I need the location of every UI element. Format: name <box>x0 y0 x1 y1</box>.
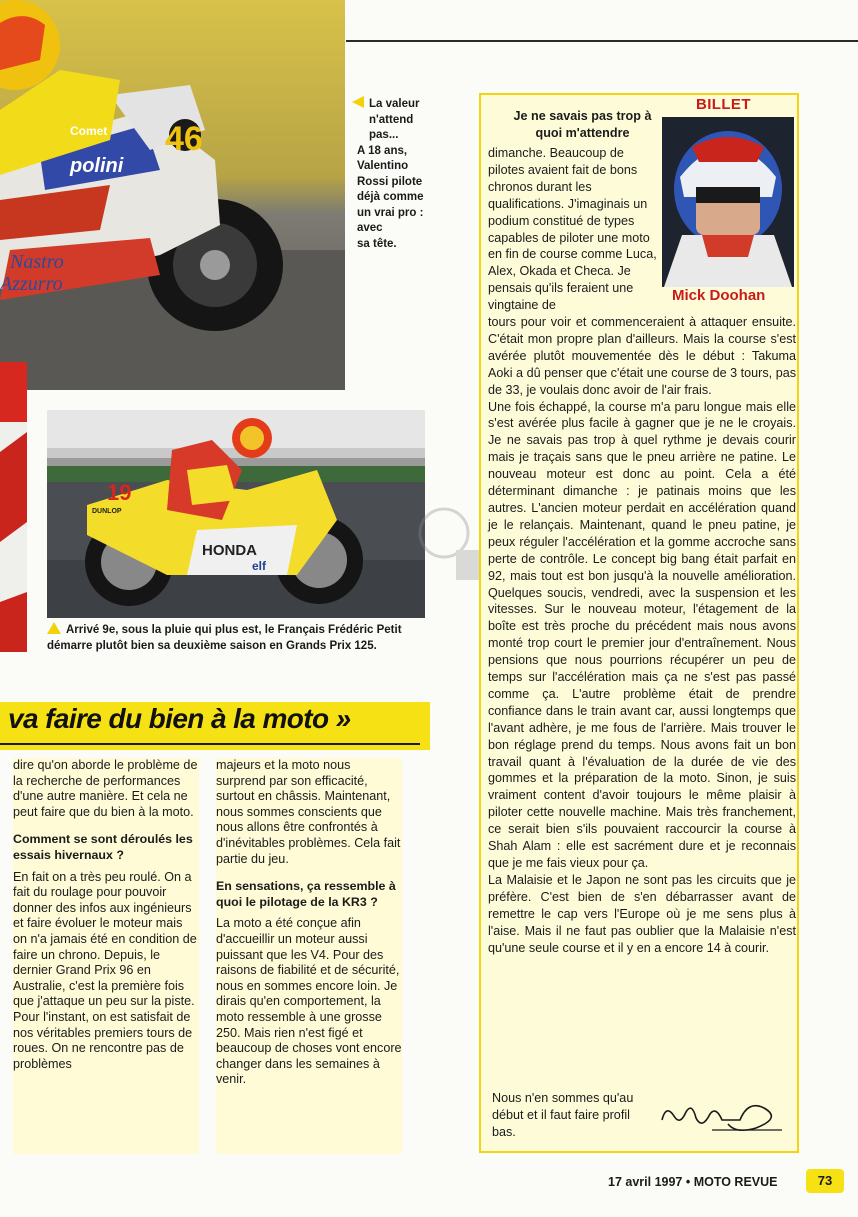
article-paragraph: La moto a été conçue afin d'accueillir un moteur aussi puissant que les V4. Pour des raisons de fiabilité et de sécurité, nous en sommes encore loin. Je dirais qu'en comportement, la moto ressemble à une grosse 250. Mais rien n'est figé et beaucoup de choses vont encore changer dans les semaines à venir. <box>216 916 402 1087</box>
photo-text-dunlop: DUNLOP <box>92 508 122 515</box>
caption-line: n'attend <box>369 113 414 126</box>
caption-line: pas... <box>369 129 399 141</box>
caption-line: Valentino <box>357 160 409 172</box>
article-paragraph: dire qu'on aborde le problème de la recherche de performances d'une autre manière. Et cela ne peut faire que du bien à la moto. <box>13 758 198 819</box>
caption-line: déjà comme <box>357 191 424 203</box>
article-column-2 <box>216 758 402 1154</box>
billet-text-narrow: dimanche. Beaucoup de pilotes avaient fait de bons chronos durant les qualifications. J'imaginais un podium constitué de types capables de piloter une moto en fin de course comme Luca, Alex, Okada et Checa. Je pensais qu'ils feraient une vingtaine de <box>488 146 657 313</box>
photo-text-number: 46 <box>165 120 203 158</box>
caption-pointer-icon <box>47 622 61 634</box>
signature <box>652 1090 792 1140</box>
page-number: 73 <box>806 1169 844 1193</box>
caption-line: La valeur <box>369 98 420 110</box>
photo-text-comet: Comet <box>70 124 108 138</box>
photo-left-strip <box>0 362 27 652</box>
article-paragraph: majeurs et la moto nous surprend par son efficacité, surtout en châssis. Maintenant, nous sommes conscients que nous allons être confrontés à d'inévitables problèmes. Cela fait partie du jeu. <box>216 758 401 866</box>
billet-closing: Nous n'en sommes qu'au début et il faut faire profil bas. <box>492 1091 634 1139</box>
billet-paragraph: La Malaisie et le Japon ne sont pas les circuits que je préfère. C'est bien de s'en débarrasser avant de remettre le cap vers l'Europe où je me sens plus à l'aise. Mais il ne faut pas oublier que la Malaisie n'est qu'une seule course et il y en a encore 14 à courir. <box>488 872 796 955</box>
article-paragraph: En fait on a très peu roulé. On a fait du roulage pour pouvoir donner des infos aux ingénieurs et faire évoluer le moteur mais on n'a jamais été en condition de faire un chrono. Depuis, le dernier Grand Prix 96 en Australie, c'est la première fois que j'attaque un peu sur la piste. Pour l'instant, on est satisfait de nos véritables premiers tours de roues. On ne rencontre pas de problèmes <box>13 869 197 1071</box>
photo-text-polini: polini <box>70 155 124 177</box>
billet-author: Mick Doohan <box>672 287 766 304</box>
article-column-1 <box>13 758 199 1154</box>
headline: va faire du bien à la moto » <box>8 703 351 734</box>
article-question: Comment se sont déroulés les essais hivernaux ? <box>13 832 193 862</box>
footer-date-magazine: 17 avril 1997 • MOTO REVUE <box>608 1175 778 1189</box>
caption-line: avec <box>357 222 383 234</box>
billet-text-body <box>488 314 796 956</box>
photo-doohan <box>662 117 794 287</box>
photo-text-azzurro: Azzurro <box>0 273 63 295</box>
article-question: En sensations, ça ressemble à quoi le pilotage de la KR3 ? <box>216 879 396 909</box>
caption-petit <box>47 622 437 654</box>
photo-text-number: 19 <box>107 480 132 505</box>
caption-line: un vrai pro : <box>357 206 424 219</box>
headline-rule <box>0 743 420 745</box>
billet-label: BILLET <box>696 96 751 113</box>
caption-rossi <box>352 96 472 252</box>
billet-title: Je ne savais pas trop à quoi m'attendre <box>513 109 652 140</box>
photo-text-honda: HONDA <box>202 542 257 559</box>
billet-paragraph: Une fois échappé, la course m'a paru longue mais elle s'est avérée plus facile à gagner que je ne le croyais. Je ne savais pas trop à quel rythme je devais courir mais je traçais sans que le pneu arrière ne patine. Le nouveau moteur est donc au point. Cela a été déterminant dimanche : je patinais moins que les autres. L'ancien moteur perdait en accélération quand je le relançais. Maintenant, quand le pneu patine, je peux réguler l'accélération et la gomme accroche sans perte de contrôle. Le concept big bang était parfait en 92, mais tout est bon jusqu'à la nouvelle amélioration. Quelques soucis, vendredi, avec la suspension et les vitesses. Sur le nouveau moteur, l'étagement de la boîte est très proche du précédent mais nous avons monté trop court le premier jour d'entraînement. Nous pensions que nous pourrions récupérer un peu de temps sur l'accélération mais ça ne s'est pas passé comme ça. L'autre problème était de prendre confiance dans le train avant car, aussi longtemps que l'avant adhère, je me fous de l'arrière. Mais trouver le bon réglage prend du temps. Nous avons fait un bon travail quant à l'évaluation de la durée de vie des gommes et la préparation de la moto. Sinon, je suis vraiment content d'avoir toujours le même plaisir à piloter cette nouvelle machine. Mais très franchement, ce serait bien s'ils pouvaient raccourcir la course à Shah Alam : elle est sacrément dure et je reconnais que je me fais vieux pour ça. <box>488 399 796 870</box>
photo-petit <box>47 410 425 618</box>
photo-text-nastro: Nastro <box>10 251 64 273</box>
photo-rossi <box>0 0 345 390</box>
billet-paragraph: tours pour voir et commenceraient à attaquer ensuite. C'était mon propre plan d'ailleurs. Mais la course s'est avérée plutôt mouvementée dès le début : Takuma Aoki a dû penser que c'était une course de 3 tours, pas de 33, je voulais donc avoir de l'air frais. <box>488 315 796 397</box>
caption-line: A 18 ans, <box>357 144 408 157</box>
caption-line: Rossi pilote <box>357 175 423 188</box>
top-rule <box>346 40 858 42</box>
caption-pointer-icon <box>352 96 364 108</box>
caption-line: sa tête. <box>357 237 397 250</box>
caption-line: démarre plutôt bien sa deuxième saison en Grands Prix 125. <box>47 639 377 652</box>
caption-line: Arrivé 9e, sous la pluie qui plus est, le Français Frédéric Petit <box>66 624 402 636</box>
photo-text-elf: elf <box>252 559 267 573</box>
